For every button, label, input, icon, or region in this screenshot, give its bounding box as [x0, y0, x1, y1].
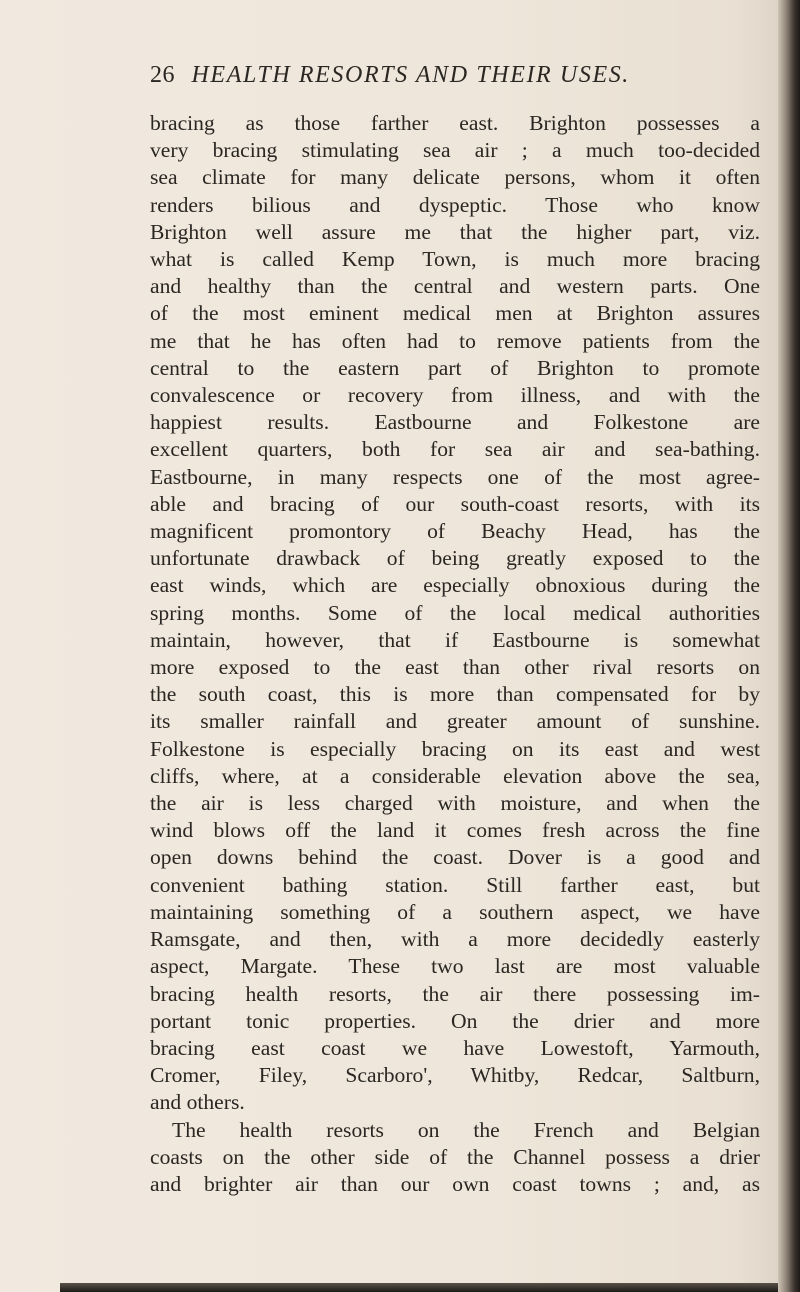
text-line: magnificent promontory of Beachy Head, has the	[150, 519, 760, 544]
text-line: aspect, Margate. These two last are most valuable	[150, 954, 760, 979]
text-line: central to the eastern part of Brighton to promote	[150, 355, 760, 380]
body-text	[150, 110, 760, 1198]
paragraph-start-line: The health resorts on the French and Belgian	[172, 1117, 760, 1142]
text-line: wind blows off the land it comes fresh across the fine	[150, 818, 760, 843]
text-line: bracing east coast we have Lowestoft, Yarmouth,	[150, 1035, 760, 1060]
text-line: happiest results. Eastbourne and Folkestone are	[150, 410, 760, 435]
page-bottom-edge	[60, 1283, 778, 1292]
text-line: and others.	[150, 1090, 245, 1115]
running-header	[150, 62, 710, 89]
text-line: renders bilious and dyspeptic. Those who know	[150, 192, 760, 217]
text-line: very bracing stimulating sea air ; a much too-decided	[150, 138, 760, 163]
text-line: portant tonic properties. On the drier and more	[150, 1008, 760, 1033]
text-line: open downs behind the coast. Dover is a good and	[150, 845, 760, 870]
running-title: HEALTH RESORTS AND THEIR USES.	[191, 62, 630, 88]
text-line: its smaller rainfall and greater amount of sunshine.	[150, 709, 760, 734]
text-line: able and bracing of our south-coast resorts, with its	[150, 491, 760, 516]
text-line: and brighter air than our own coast towns ; and, as	[150, 1171, 760, 1196]
text-line: east winds, which are especially obnoxious during the	[150, 573, 760, 598]
text-line: convalescence or recovery from illness, and with the	[150, 383, 760, 408]
text-line: what is called Kemp Town, is much more bracing	[150, 247, 760, 272]
text-line: Eastbourne, in many respects one of the most agree-	[150, 464, 760, 489]
text-line: maintaining something of a southern aspect, we have	[150, 899, 760, 924]
text-line: the south coast, this is more than compensated for by	[150, 682, 760, 707]
page-number: 26	[150, 62, 175, 88]
text-line: the air is less charged with moisture, and when the	[150, 791, 760, 816]
text-line: me that he has often had to remove patients from the	[150, 328, 760, 353]
text-line: Cromer, Filey, Scarboro', Whitby, Redcar, Saltburn,	[150, 1063, 760, 1088]
text-line: coasts on the other side of the Channel possess a drier	[150, 1144, 760, 1169]
text-line: bracing as those farther east. Brighton possesses a	[150, 111, 760, 135]
text-line: Brighton well assure me that the higher part, viz.	[150, 219, 760, 244]
text-line: excellent quarters, both for sea air and sea-bathing.	[150, 437, 760, 462]
text-line: spring months. Some of the local medical authorities	[150, 600, 760, 625]
text-line: bracing health resorts, the air there possessing im-	[150, 981, 760, 1006]
text-line: sea climate for many delicate persons, whom it often	[150, 165, 760, 190]
text-line: of the most eminent medical men at Brighton assures	[150, 301, 760, 326]
text-line: Folkestone is especially bracing on its east and west	[150, 736, 760, 761]
text-line: Ramsgate, and then, with a more decidedly easterly	[150, 927, 760, 952]
text-line: cliffs, where, at a considerable elevation above the sea,	[150, 763, 760, 788]
text-line: maintain, however, that if Eastbourne is somewhat	[150, 627, 760, 652]
text-line: unfortunate drawback of being greatly exposed to the	[150, 546, 760, 571]
text-line: and healthy than the central and western parts. One	[150, 274, 760, 299]
text-line: convenient bathing station. Still farther east, but	[150, 872, 760, 897]
text-line: more exposed to the east than other rival resorts on	[150, 655, 760, 680]
book-binding-edge	[778, 0, 800, 1292]
